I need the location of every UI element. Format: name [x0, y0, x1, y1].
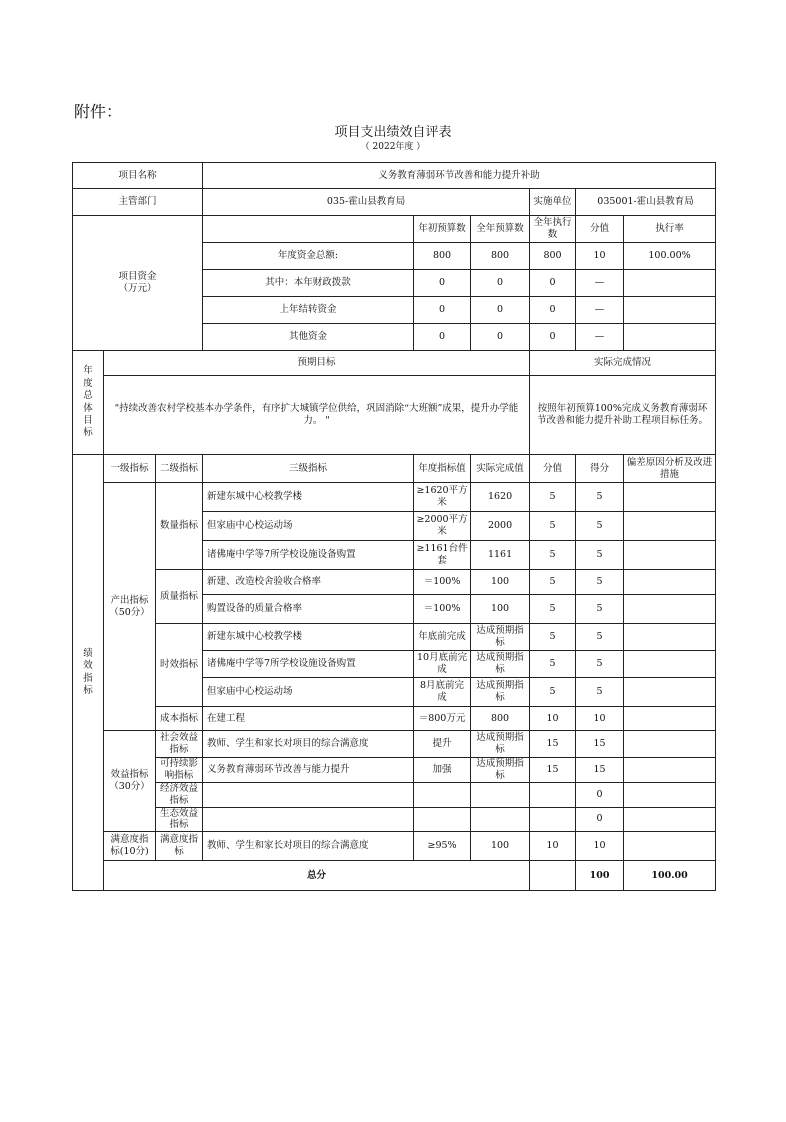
funds-cell: — — [576, 270, 624, 297]
perf-header: 一级指标 — [104, 455, 156, 483]
total-score: 100.00 — [624, 861, 716, 891]
indicator-target: 提升 — [414, 731, 471, 758]
indicator-max: 5 — [530, 624, 576, 651]
indicator-name: 但家庙中心校运动场 — [203, 678, 414, 707]
indicator-name: 教师、学生和家长对项目的综合满意度 — [203, 731, 414, 758]
perf-header: 偏差原因分析及改进措施 — [624, 455, 716, 483]
l2-timeliness: 时效指标 — [156, 624, 203, 707]
funds-cell — [624, 297, 716, 324]
indicator-target — [414, 782, 471, 807]
funds-row-name: 上年结转资金 — [203, 297, 414, 324]
indicator-actual: 1620 — [471, 483, 530, 512]
funds-cell: 0 — [530, 324, 576, 351]
indicator-max: 5 — [530, 678, 576, 707]
perf-header: 三级指标 — [203, 455, 414, 483]
funds-label: 项目资金 （万元） — [73, 216, 203, 351]
indicator-actual — [471, 807, 530, 832]
funds-cell: 800 — [530, 243, 576, 270]
dept-value: 035-霍山县教育局 — [203, 189, 530, 216]
indicator-actual: 100 — [471, 595, 530, 624]
indicator-actual: 达成预期指 标 — [471, 731, 530, 758]
indicator-target: ≥95% — [414, 832, 471, 861]
indicator-note — [624, 512, 716, 541]
l1-satisfaction: 满意度指 标(10分) — [104, 832, 156, 861]
attachment-label: 附件： — [74, 102, 123, 121]
indicator-note — [624, 758, 716, 783]
indicator-max: 5 — [530, 595, 576, 624]
total-label: 总分 — [104, 861, 530, 891]
impl-label: 实施单位 — [530, 189, 576, 216]
indicator-actual: 100 — [471, 570, 530, 595]
l1-output: 产出指标 （50分） — [104, 483, 156, 731]
perf-header: 二级指标 — [156, 455, 203, 483]
indicator-target: 8月底前完 成 — [414, 678, 471, 707]
indicator-score: 5 — [576, 541, 624, 570]
funds-header: 执行率 — [624, 216, 716, 243]
indicator-max: 5 — [530, 512, 576, 541]
indicator-target: ≥2000平方 米 — [414, 512, 471, 541]
indicator-target: ＝800万元 — [414, 707, 471, 731]
indicator-max: 5 — [530, 651, 576, 678]
indicator-note — [624, 570, 716, 595]
self-evaluation-table — [72, 162, 716, 891]
indicator-note — [624, 651, 716, 678]
funds-header: 全年执行数 — [530, 216, 576, 243]
indicator-name: 新建东城中心校教学楼 — [203, 483, 414, 512]
indicator-target: 加强 — [414, 758, 471, 783]
l2-social: 社会效益 指标 — [156, 731, 203, 758]
project-name-label: 项目名称 — [73, 163, 203, 189]
total-max: 100 — [576, 861, 624, 891]
indicator-name: 购置设备的质量合格率 — [203, 595, 414, 624]
indicator-score: 5 — [576, 678, 624, 707]
funds-cell: 0 — [471, 270, 530, 297]
indicator-name: 新建东城中心校教学楼 — [203, 624, 414, 651]
indicator-name: 义务教育薄弱环节改善与能力提升 — [203, 758, 414, 783]
indicator-note — [624, 782, 716, 807]
indicator-score: 10 — [576, 832, 624, 861]
funds-cell: 0 — [471, 297, 530, 324]
perf-header: 分值 — [530, 455, 576, 483]
indicator-note — [624, 731, 716, 758]
indicator-score: 0 — [576, 807, 624, 832]
indicator-actual: 100 — [471, 832, 530, 861]
indicator-target: 10月底前完 成 — [414, 651, 471, 678]
l2-sustainable: 可持续影 响指标 — [156, 758, 203, 783]
indicator-score: 5 — [576, 512, 624, 541]
perf-header: 实际完成值 — [471, 455, 530, 483]
l1-benefit: 效益指标 （30分） — [104, 731, 156, 832]
indicator-note — [624, 483, 716, 512]
funds-cell: 100.00% — [624, 243, 716, 270]
expected-goal-header: 预期目标 — [104, 351, 530, 376]
funds-cell — [624, 270, 716, 297]
indicator-name: 诸佛庵中学等7所学校设施设备购置 — [203, 541, 414, 570]
l2-satisfaction: 满意度指 标 — [156, 832, 203, 861]
funds-header: 分值 — [576, 216, 624, 243]
funds-cell: 10 — [576, 243, 624, 270]
actual-goal-header: 实际完成情况 — [530, 351, 716, 376]
indicator-score: 10 — [576, 707, 624, 731]
funds-header: 年初预算数 — [414, 216, 471, 243]
indicator-score: 15 — [576, 758, 624, 783]
funds-row-name: 年度资金总额: — [203, 243, 414, 270]
funds-cell: — — [576, 324, 624, 351]
l2-ecological: 生态效益 指标 — [156, 807, 203, 832]
indicator-name: 在建工程 — [203, 707, 414, 731]
indicator-actual: 800 — [471, 707, 530, 731]
indicator-max: 15 — [530, 758, 576, 783]
funds-cell: 0 — [471, 324, 530, 351]
indicator-score: 0 — [576, 782, 624, 807]
indicator-actual: 达成预期指 标 — [471, 651, 530, 678]
project-name: 义务教育薄弱环节改善和能力提升补助 — [203, 163, 716, 189]
year-label: （ 2022年度 ） — [360, 142, 426, 152]
funds-cell: 0 — [414, 324, 471, 351]
funds-cell: — — [576, 297, 624, 324]
funds-cell: 800 — [471, 243, 530, 270]
l2-quantity: 数量指标 — [156, 483, 203, 570]
funds-cell — [624, 324, 716, 351]
indicator-name — [203, 807, 414, 832]
funds-cell: 0 — [530, 270, 576, 297]
funds-cell: 800 — [414, 243, 471, 270]
indicator-max: 15 — [530, 731, 576, 758]
indicator-target: ≥1161台件 套 — [414, 541, 471, 570]
l2-quality: 质量指标 — [156, 570, 203, 624]
indicator-score: 5 — [576, 595, 624, 624]
funds-row-name: 其中：本年财政拨款 — [203, 270, 414, 297]
indicator-name: 新建、改造校舍验收合格率 — [203, 570, 414, 595]
perf-label: 绩效指标 — [73, 455, 104, 891]
perf-header: 得分 — [576, 455, 624, 483]
indicator-target: ＝100% — [414, 595, 471, 624]
funds-row-name: 其他资金 — [203, 324, 414, 351]
l2-cost: 成本指标 — [156, 707, 203, 731]
page-title: 项目支出绩效自评表 — [334, 125, 452, 140]
impl-value: 035001-霍山县教育局 — [576, 189, 716, 216]
indicator-score: 5 — [576, 651, 624, 678]
goal-label: 年度总体目标 — [73, 351, 104, 455]
funds-cell: 0 — [530, 297, 576, 324]
indicator-note — [624, 707, 716, 731]
indicator-max: 5 — [530, 570, 576, 595]
indicator-name: 诸佛庵中学等7所学校设施设备购置 — [203, 651, 414, 678]
total-actual — [530, 861, 576, 891]
funds-cell: 0 — [414, 270, 471, 297]
dept-label: 主管部门 — [73, 189, 203, 216]
indicator-score: 15 — [576, 731, 624, 758]
indicator-name: 但家庙中心校运动场 — [203, 512, 414, 541]
indicator-actual: 1161 — [471, 541, 530, 570]
indicator-name: 教师、学生和家长对项目的综合满意度 — [203, 832, 414, 861]
indicator-target: ＝100% — [414, 570, 471, 595]
indicator-actual: 达成预期指 标 — [471, 758, 530, 783]
indicator-target: 年底前完成 — [414, 624, 471, 651]
actual-goal-text: 按照年初预算100%完成义务教育薄弱环节改善和能力提升补助工程项目标任务。 — [530, 376, 716, 455]
indicator-max: 5 — [530, 541, 576, 570]
indicator-note — [624, 541, 716, 570]
indicator-note — [624, 832, 716, 861]
indicator-note — [624, 624, 716, 651]
indicator-score: 5 — [576, 624, 624, 651]
indicator-max: 5 — [530, 483, 576, 512]
indicator-name — [203, 782, 414, 807]
expected-goal-text: "持续改善农村学校基本办学条件，有序扩大城镇学位供给，巩固消除“大班额”成果，提升办学能力。 " — [104, 376, 530, 455]
indicator-max: 10 — [530, 707, 576, 731]
indicator-max: 10 — [530, 832, 576, 861]
funds-cell: 0 — [414, 297, 471, 324]
indicator-actual: 达成预期指 标 — [471, 624, 530, 651]
indicator-max — [530, 807, 576, 832]
l2-economic: 经济效益 指标 — [156, 782, 203, 807]
indicator-actual: 达成预期指 标 — [471, 678, 530, 707]
indicator-score: 5 — [576, 570, 624, 595]
indicator-score: 5 — [576, 483, 624, 512]
indicator-max — [530, 782, 576, 807]
indicator-actual — [471, 782, 530, 807]
funds-header: 全年预算数 — [471, 216, 530, 243]
indicator-note — [624, 678, 716, 707]
perf-header: 年度指标值 — [414, 455, 471, 483]
indicator-target: ≥1620平方 米 — [414, 483, 471, 512]
indicator-target — [414, 807, 471, 832]
indicator-actual: 2000 — [471, 512, 530, 541]
indicator-note — [624, 807, 716, 832]
indicator-note — [624, 595, 716, 624]
